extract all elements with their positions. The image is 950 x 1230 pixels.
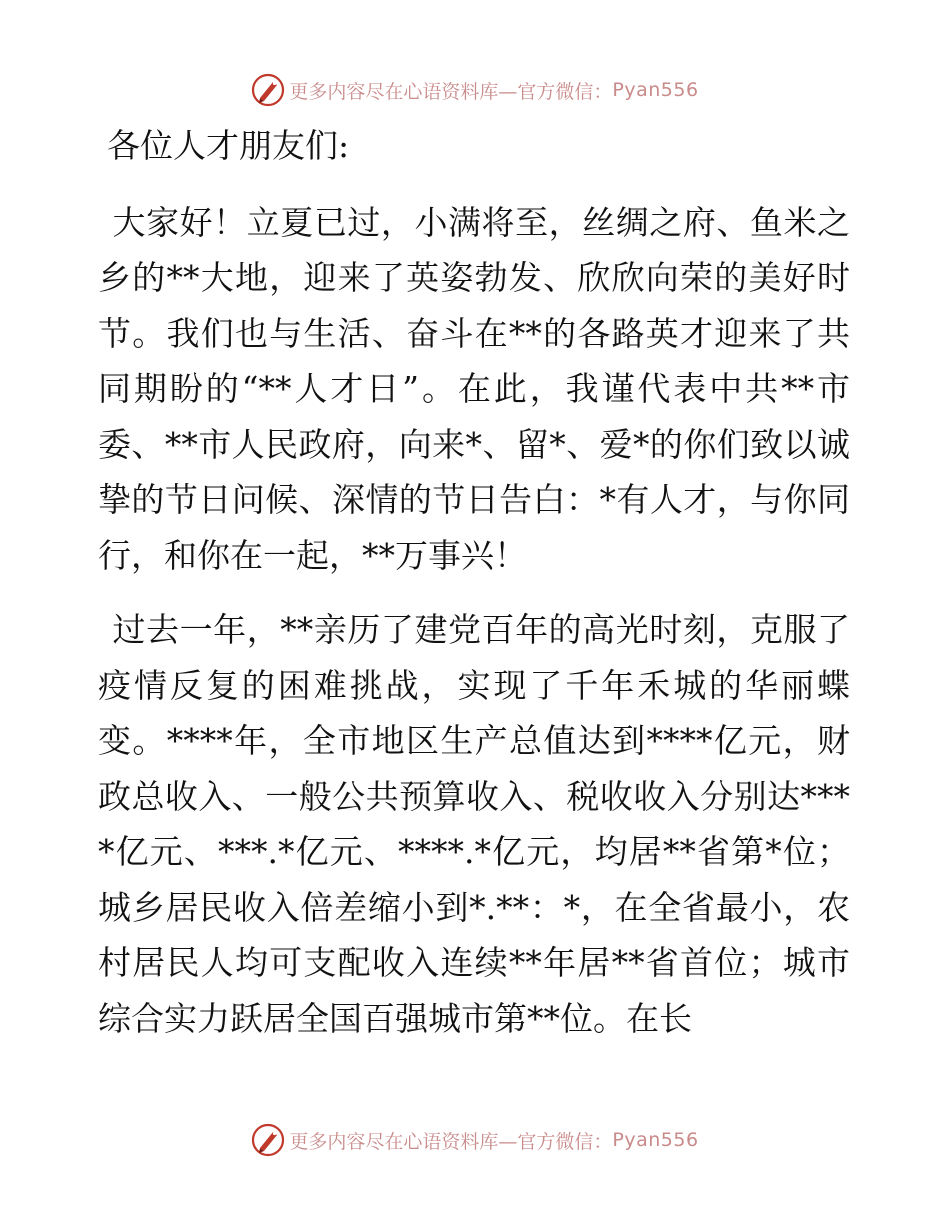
watermark-header: [0, 70, 950, 110]
paragraph-1: [98, 195, 850, 584]
document-body: [98, 118, 850, 1065]
pen-logo-icon: [251, 1123, 285, 1157]
paragraph-2-text: 过去一年，**亲历了建党百年的高光时刻，克服了疫情反复的困难挑战，实现了千年禾城的华丽蝶变。****年，全市地区生产总值达到****亿元，财政总收入、一般公共预算收入、税收收入分别达****亿元、***.*亿元、****.*亿元，均居**省第*位；城乡居民收入倍差缩小到*.**：*，在全省最小，农村居民人均可支配收入连续**年居**省首位；城市综合实力跃居全国百强城市第**位。在长: [98, 610, 850, 1038]
paragraph-1-text: 大家好！立夏已过，小满将至，丝绸之府、鱼米之乡的**大地，迎来了英姿勃发、欣欣向荣的美好时节。我们也与生活、奋斗在**的各路英才迎来了共同期盼的“**人才日”。在此，我谨代表中共**市委、**市人民政府，向来*、留*、爱*的你们致以诚挚的节日问候、深情的节日告白：*有人才，与你同行，和你在一起，**万事兴！: [98, 202, 850, 575]
paragraph-2: [98, 602, 850, 1046]
watermark-text: 更多内容尽在心语资料库—官方微信：: [289, 1130, 613, 1153]
watermark-footer: [0, 1120, 950, 1160]
watermark-wechat-id: Pyan556: [612, 1129, 699, 1151]
greeting-line: 各位人才朋友们:: [107, 126, 350, 165]
pen-logo-icon: [251, 73, 285, 107]
watermark-text: 更多内容尽在心语资料库—官方微信：: [289, 80, 613, 103]
watermark-wechat-id: Pyan556: [612, 79, 699, 101]
